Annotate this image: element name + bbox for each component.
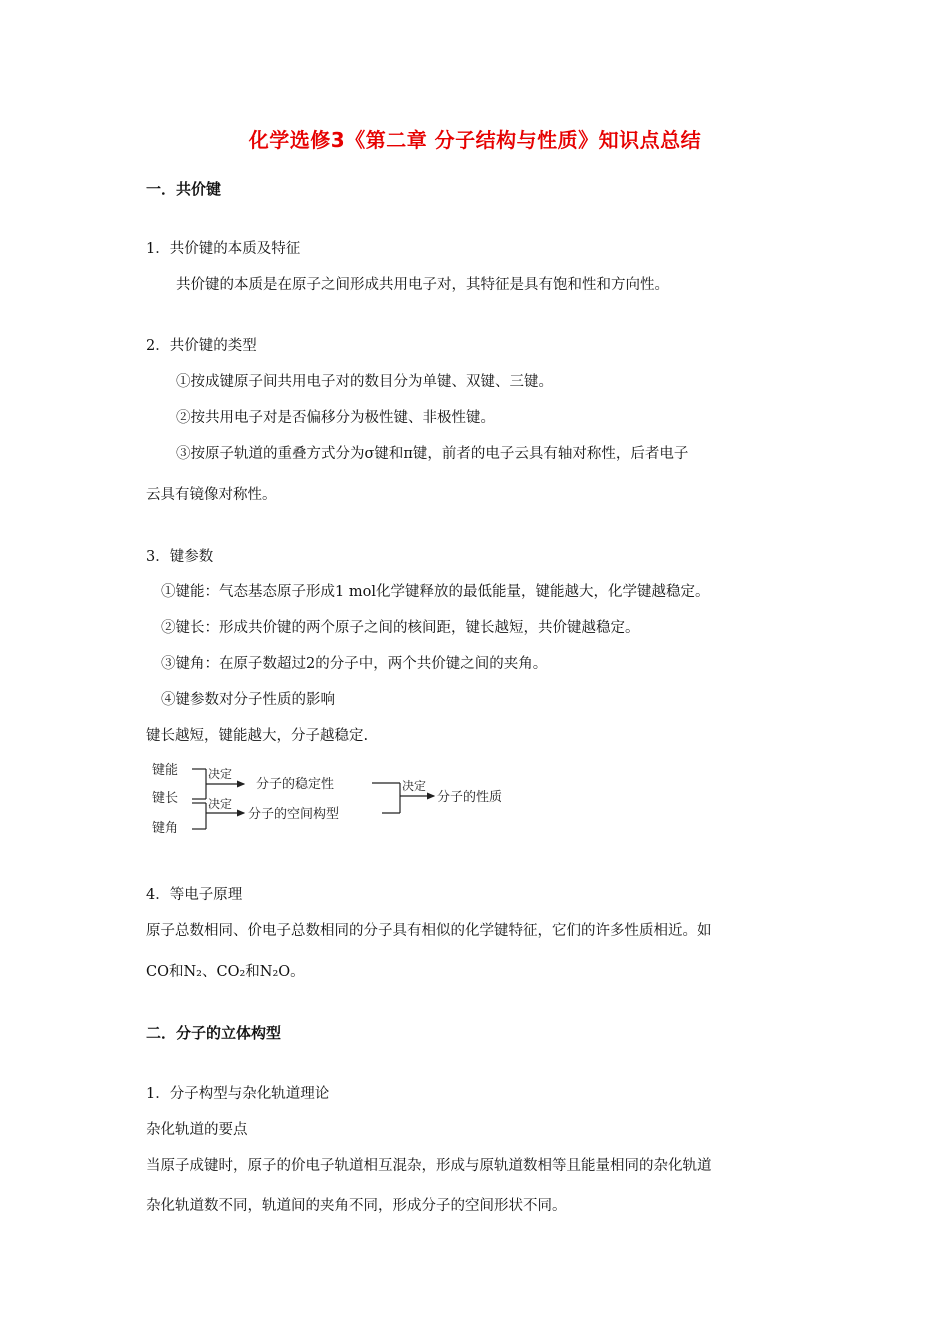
subheading-isoelectronic: 4．等电子原理 bbox=[146, 887, 243, 903]
paragraph-line: ④键参数对分子性质的影响 bbox=[161, 692, 335, 708]
bond-parameter-diagram bbox=[146, 756, 546, 840]
diagram-molecular-geometry: 分子的空间构型 bbox=[248, 807, 340, 822]
diagram-molecular-properties: 分子的性质 bbox=[437, 790, 503, 805]
page-title: 化学选修3《第二章 分子结构与性质》知识点总结 bbox=[248, 128, 702, 152]
paragraph-line: ③按原子轨道的重叠方式分为σ键和π键，前者的电子云具有轴对称性，后者电子 bbox=[176, 446, 689, 462]
paragraph-line: ②按共用电子对是否偏移分为极性键、非极性键。 bbox=[176, 410, 495, 426]
diagram-molecular-stability: 分子的稳定性 bbox=[256, 777, 335, 792]
subheading-nature: 1．共价键的本质及特征 bbox=[146, 241, 301, 257]
diagram-decide-label: 决定 bbox=[402, 779, 427, 793]
subheading-bond-parameters: 3．键参数 bbox=[146, 549, 214, 565]
paragraph-line: 当原子成键时，原子的价电子轨道相互混杂，形成与原轨道数相等且能量相同的杂化轨道 bbox=[146, 1158, 712, 1174]
subheading-types: 2．共价键的类型 bbox=[146, 338, 257, 354]
section-heading-molecular-geometry: 二．分子的立体构型 bbox=[146, 1024, 282, 1042]
paragraph-line: CO和N₂、CO₂和N₂O。 bbox=[146, 964, 305, 980]
diagram-bond-angle: 键角 bbox=[152, 821, 179, 836]
paragraph-line: ③键角：在原子数超过2的分子中，两个共价键之间的夹角。 bbox=[161, 656, 548, 672]
paragraph-line: 云具有镜像对称性。 bbox=[146, 487, 277, 503]
paragraph-line: ①键能：气态基态原子形成1 mol化学键释放的最低能量，键能越大，化学键越稳定。 bbox=[161, 584, 710, 600]
paragraph-line: 键长越短，键能越大，分子越稳定. bbox=[146, 728, 369, 744]
subheading-hybridization: 1．分子构型与杂化轨道理论 bbox=[146, 1086, 330, 1102]
paragraph-line: 杂化轨道的要点 bbox=[146, 1122, 248, 1138]
paragraph-line: 杂化轨道数不同，轨道间的夹角不同，形成分子的空间形状不同。 bbox=[146, 1198, 567, 1214]
paragraph-line: 共价键的本质是在原子之间形成共用电子对，其特征是具有饱和性和方向性。 bbox=[176, 277, 669, 293]
section-heading-covalent-bond: 一．共价键 bbox=[146, 180, 222, 198]
diagram-bond-energy: 键能 bbox=[152, 763, 179, 778]
paragraph-line: ②键长：形成共价键的两个原子之间的核间距，键长越短，共价键越稳定。 bbox=[161, 620, 640, 636]
paragraph-line: 原子总数相同、价电子总数相同的分子具有相似的化学键特征，它们的许多性质相近。如 bbox=[146, 923, 712, 939]
diagram-decide-label: 决定 bbox=[208, 797, 233, 811]
diagram-bond-length: 键长 bbox=[152, 791, 179, 806]
paragraph-line: ①按成键原子间共用电子对的数目分为单键、双键、三键。 bbox=[176, 374, 553, 390]
diagram-decide-label: 决定 bbox=[208, 767, 233, 781]
